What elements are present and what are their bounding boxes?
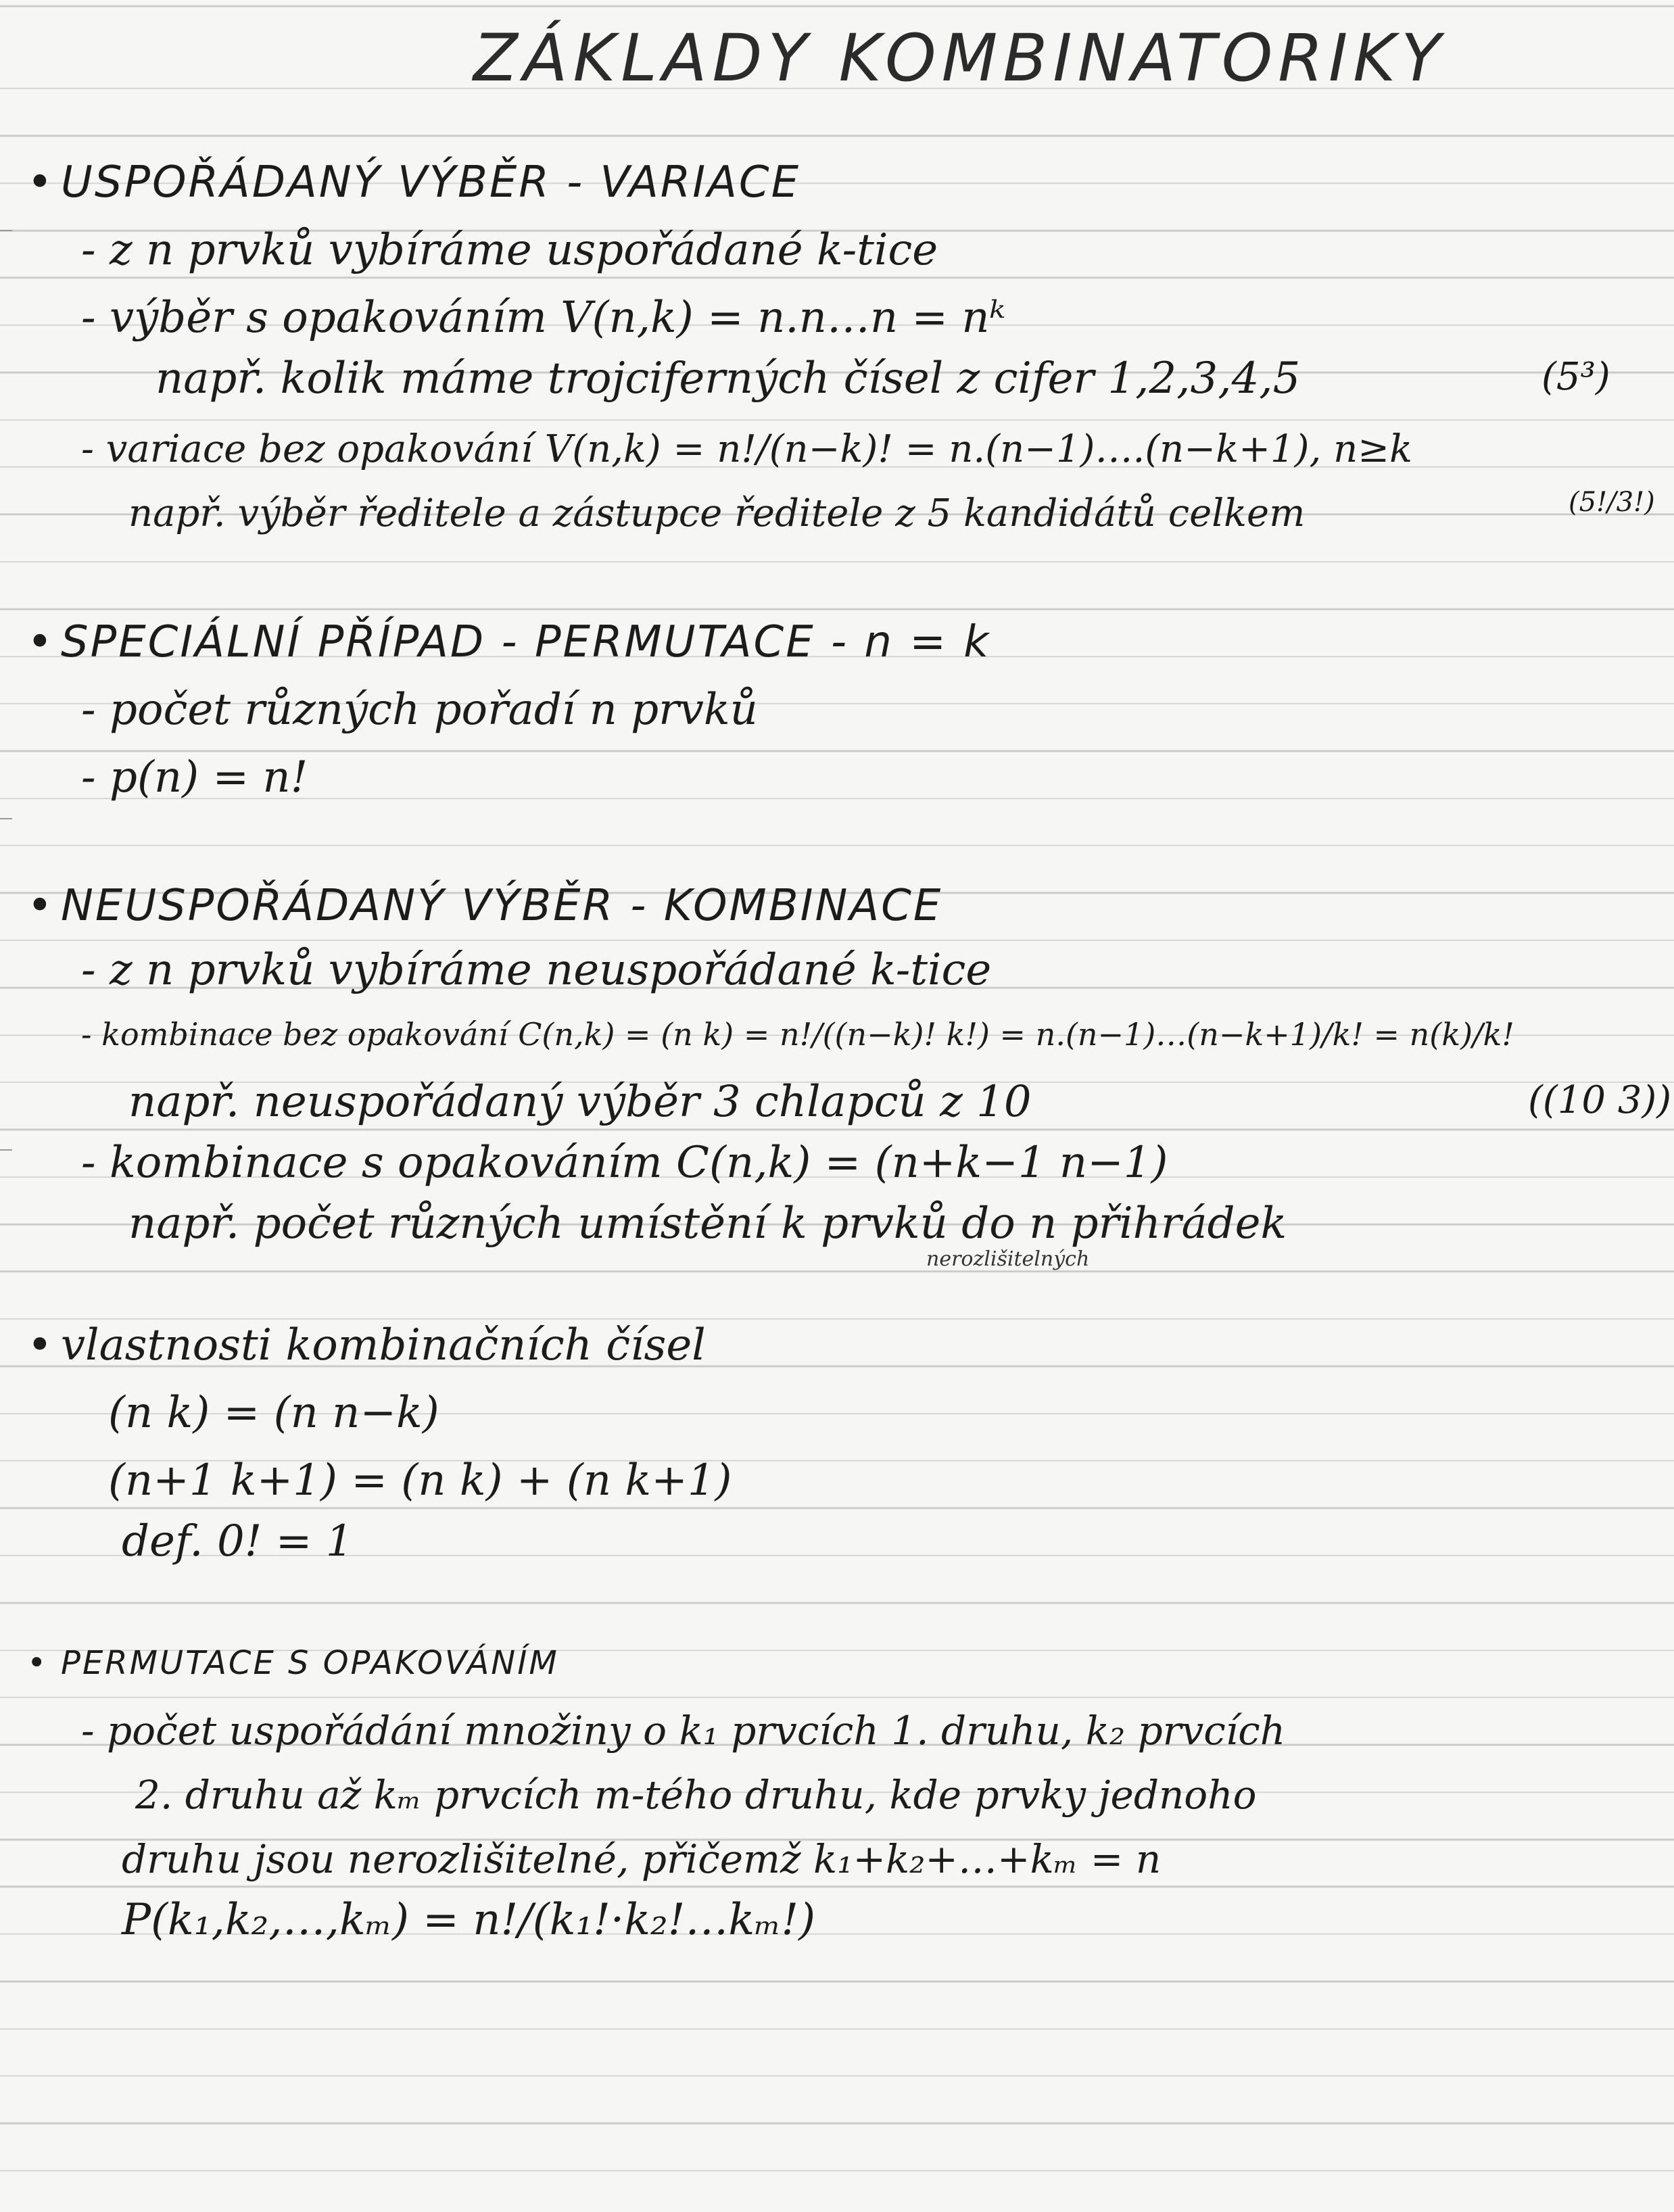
- note-indistinguishable: nerozlišitelných: [926, 1247, 1090, 1271]
- section-heading-variace: • USPOŘÁDANÝ VÝBĚR - VARIACE: [27, 155, 800, 210]
- text-line: 2. druhu až kₘ prvcích m-tého druhu, kde prvky jednoho: [135, 1772, 1257, 1818]
- text-line: - variace bez opakování V(n,k) = n!/(n−k)! = n.(n−1)….(n−k+1), n≥k: [81, 427, 1413, 471]
- section-heading-kombinace: • NEUSPOŘÁDANÝ VÝBĚR - KOMBINACE: [27, 879, 942, 933]
- section-heading-permutace-opakovani: • PERMUTACE S OPAKOVÁNÍM: [27, 1636, 559, 1690]
- margin-tick: [0, 818, 12, 819]
- text-line: např. neuspořádaný výběr 3 chlapců z 10: [128, 1077, 1032, 1127]
- text-line: - počet uspořádání množiny o k₁ prvcích 1. druhu, k₂ prvcích: [81, 1708, 1286, 1754]
- text-line: - kombinace bez opakování C(n,k) = (n k) = n!/((n−k)! k!) = n.(n−1)…(n−k+1)/k! = n(k)/k!: [81, 1016, 1514, 1053]
- margin-tick: [0, 1149, 12, 1151]
- formula-line: (n+1 k+1) = (n k) + (n k+1): [108, 1456, 732, 1506]
- text-line: - z n prvků vybíráme neuspořádané k-tice: [81, 945, 992, 995]
- text-line: např. výběr ředitele a zástupce ředitele z 5 kandidátů celkem: [128, 491, 1306, 535]
- text-line: - počet různých pořadí n prvků: [81, 685, 758, 735]
- text-line: - p(n) = n!: [81, 752, 308, 802]
- page-title: ZÁKLADY KOMBINATORIKY: [473, 20, 1446, 96]
- section-heading-permutace: • SPECIÁLNÍ PŘÍPAD - PERMUTACE - n = k: [27, 615, 990, 669]
- text-line: - z n prvků vybíráme uspořádané k-tice: [81, 225, 938, 275]
- bullet-icon: •: [27, 881, 55, 931]
- formula-line: (n k) = (n n−k): [108, 1388, 439, 1438]
- margin-tick: [0, 230, 12, 231]
- bullet-icon: •: [27, 1644, 49, 1682]
- text-line: - výběr s opakováním V(n,k) = n.n…n = nᵏ: [81, 293, 1005, 343]
- note-kombinace-count: ((10 3)): [1528, 1078, 1672, 1122]
- text-line: - kombinace s opakováním C(n,k) = (n+k−1 n−1): [81, 1138, 1168, 1188]
- text-line: např. počet různých umístění k prvků do n přihrádek: [128, 1199, 1287, 1249]
- text-line: např. kolik máme trojciferných čísel z cifer 1,2,3,4,5: [156, 354, 1301, 404]
- bullet-icon: •: [27, 158, 55, 208]
- formula-line: P(k₁,k₂,…,kₘ) = n!/(k₁!·k₂!…kₘ!): [122, 1895, 816, 1945]
- text-line: druhu jsou nerozlišitelné, přičemž k₁+k₂+…+kₘ = n: [122, 1836, 1162, 1882]
- bullet-icon: •: [27, 617, 55, 667]
- note-variace-count: (5³): [1541, 355, 1610, 399]
- bullet-icon: •: [27, 1320, 53, 1370]
- section-heading-vlastnosti: • vlastnosti kombinačních čísel: [27, 1318, 706, 1372]
- formula-line: def. 0! = 1: [122, 1516, 354, 1566]
- note-variace-fraction: (5!/3!): [1569, 487, 1655, 518]
